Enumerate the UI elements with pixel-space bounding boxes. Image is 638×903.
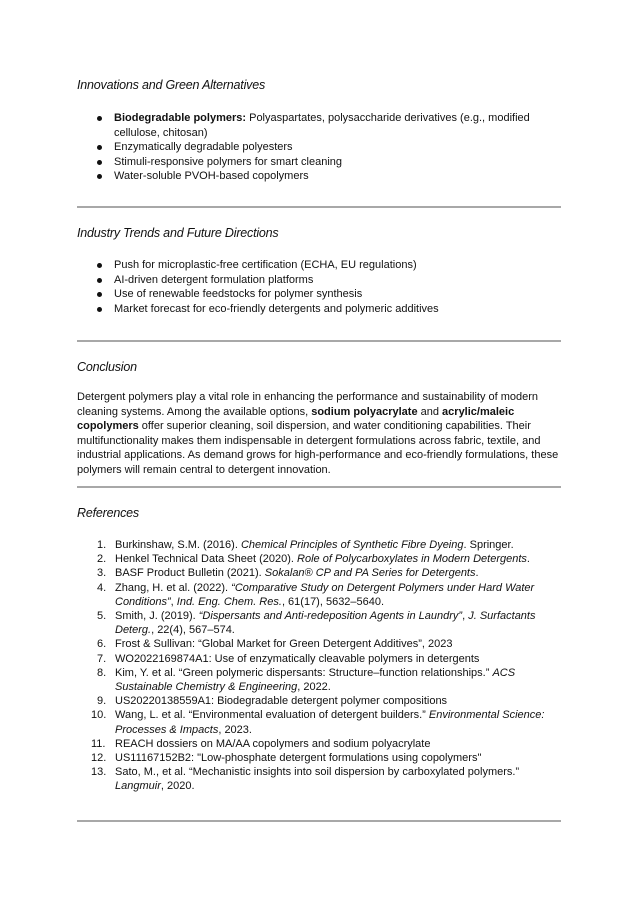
references-list: [77, 538, 561, 794]
text-run: Henkel Technical Data Sheet (2020).: [115, 553, 298, 566]
text-run: REACH dossiers on MA/AA copolymers and sodium polyacrylate: [115, 737, 431, 750]
italic-run: Chemical Principles of Synthetic Fibre Dyeing: [240, 539, 464, 551]
list-item-text: Water-soluble PVOH-based copolymers: [114, 170, 309, 182]
conclusion-paragraph: [77, 390, 561, 477]
list-item: [77, 111, 561, 140]
italic-run: Sokalan® CP and PA Series for Detergents: [264, 567, 476, 580]
reference-item: [77, 765, 561, 793]
text-run: Burkinshaw, S.M. (2016).: [115, 539, 241, 551]
section-heading-references: References: [77, 506, 139, 520]
reference-item: [77, 637, 561, 651]
reference-number: 5.: [97, 610, 107, 623]
italic-run: ACS Sustainable Chemistry & Engineering: [115, 666, 516, 694]
section-divider: [77, 486, 561, 488]
reference-number: 9.: [97, 695, 107, 708]
text-run: Smith, J. (2019).: [115, 610, 199, 623]
reference-item: [77, 751, 561, 765]
reference-number: 11.: [91, 737, 106, 750]
list-item-text: Enzymatically degradable polyesters: [114, 141, 293, 153]
innovations-list: [77, 111, 561, 184]
text-run: Sato, M., et al. “Mechanistic insights into soil dispersion by carboxylated polymers.”: [115, 766, 520, 779]
text-run: , 2020.: [160, 780, 195, 793]
reference-number: 12.: [91, 752, 107, 765]
reference-item: [77, 737, 561, 751]
reference-item: [77, 708, 561, 736]
text-run: , 22(4), 567–574.: [151, 624, 235, 637]
list-item: Use of renewable feedstocks for polymer synthesis: [77, 287, 561, 302]
text-run: , 2022.: [297, 681, 331, 694]
text-run: Frost & Sullivan: “Global Market for Green Detergent Additives”, 2023: [115, 638, 453, 651]
section-divider: [77, 206, 561, 208]
text-run: .: [475, 567, 479, 580]
text-run: .: [526, 553, 530, 566]
text-run: Wang, L. et al. “Environmental evaluation of detergent builders.”: [115, 709, 429, 722]
italic-run: Ind. Eng. Chem. Res.: [176, 595, 282, 608]
text-run: WO2022169874A1: Use of enzymatically cleavable polymers in detergents: [115, 652, 480, 665]
text-run: Kim, Y. et al. “Green polymeric dispersants: Structure–function relationships.”: [115, 666, 493, 679]
list-item-text: Stimuli-responsive polymers for smart cleaning: [114, 155, 343, 168]
list-item: [77, 169, 561, 184]
italic-run: Environmental Science: Processes & Impacts: [115, 709, 545, 736]
italic-run: Role of Polycarboxylates in Modern Detergents: [297, 553, 527, 566]
section-heading-trends: Industry Trends and Future Directions: [77, 226, 279, 240]
text-run: , 2023.: [218, 723, 252, 736]
text-run: US11167152B2: "Low-phosphate detergent formulations using copolymers": [115, 752, 482, 765]
section-heading-conclusion: Conclusion: [77, 360, 137, 374]
conclusion-section: [77, 360, 561, 476]
list-item: Market forecast for eco-friendly detergents and polymeric additives: [77, 302, 561, 317]
reference-number: 6.: [97, 638, 107, 651]
reference-number: 8.: [97, 666, 107, 679]
list-item: Push for microplastic-free certification (ECHA, EU regulations): [77, 258, 561, 273]
text-run: Detergent polymers play a vital role in enhancing the performance and sustainability of modern cleaning systems. Among the available options,: [77, 391, 539, 418]
reference-item: [77, 609, 561, 637]
text-run: ,: [462, 610, 469, 623]
bold-term: acrylic/maleic copolymers: [77, 405, 515, 432]
bold-term: sodium polyacrylate: [311, 405, 418, 418]
list-item-text: Polyaspartates, polysaccharide derivatives (e.g., modified cellulose, chitosan): [114, 112, 530, 139]
list-item: AI-driven detergent formulation platforms: [77, 273, 561, 288]
italic-run: “Comparative Study on Detergent Polymers under Hard Water Conditions”: [115, 581, 535, 608]
bold-lead: Biodegradable polymers:: [114, 112, 247, 124]
reference-number: 3.: [97, 567, 107, 580]
text-run: . Springer.: [463, 539, 514, 551]
reference-number: 1.: [97, 539, 107, 551]
reference-number: 10.: [91, 709, 107, 722]
reference-item: [77, 566, 561, 580]
reference-number: 7.: [97, 652, 107, 665]
reference-item: [77, 694, 561, 708]
reference-item: [77, 538, 561, 552]
references-section: [77, 506, 561, 793]
italic-run: J. Surfactants Deterg.: [115, 610, 536, 637]
italic-run: “Dispersants and Anti-redeposition Agents in Laundry”: [198, 610, 463, 623]
italic-run: Langmuir: [115, 780, 161, 793]
text-run: and: [417, 405, 443, 418]
list-item: [77, 140, 561, 155]
text-run: Zhang, H. et al. (2022).: [115, 581, 232, 594]
text-run: offer superior cleaning, soil dispersion, and water conditioning capabilities. Their multifunctionality makes them indispensable in detergent formulations across fabric, textile, and industrial applications. As demand grows for high-performance and eco-friendly formulations, these polymers will remain central to detergent innovation.: [77, 420, 559, 476]
reference-item: [77, 552, 561, 566]
reference-item: [77, 581, 561, 609]
reference-number: 13.: [91, 766, 107, 779]
reference-number: 2.: [97, 553, 107, 566]
reference-item: [77, 666, 561, 694]
section-divider: [77, 820, 561, 822]
text-run: US20220138559A1: Biodegradable detergent polymer compositions: [115, 695, 448, 708]
text-run: BASF Product Bulletin (2021).: [115, 567, 265, 580]
innovations-section: [77, 78, 561, 182]
text-run: , 61(17), 5632–5640.: [281, 595, 385, 608]
list-item: [77, 155, 561, 170]
section-divider: [77, 340, 561, 342]
text-run: ,: [170, 595, 177, 608]
trends-section: [77, 226, 561, 315]
section-heading-innovations: Innovations and Green Alternatives: [77, 78, 265, 92]
reference-number: 4.: [97, 581, 107, 594]
trends-list: [77, 258, 561, 316]
reference-item: [77, 652, 561, 666]
